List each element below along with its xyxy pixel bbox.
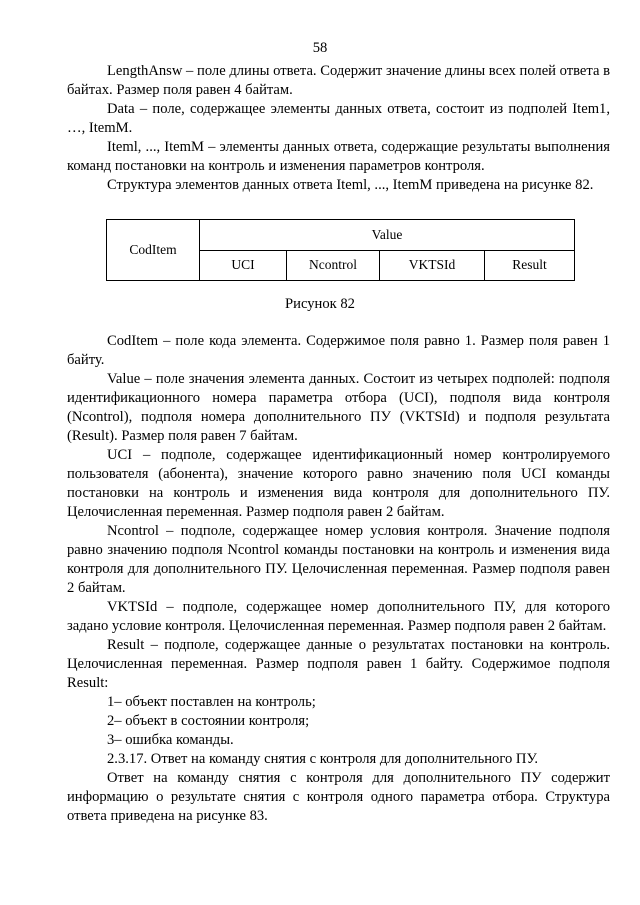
page-number: 58: [312, 40, 328, 56]
paragraph-lengthansw: LengthAnsw – поле длины ответа. Содержит значение длины всех полей ответа в байтах. Размер поля равен 4 байтам.: [67, 63, 610, 98]
list-item: 1– объект поставлен на контроль;: [107, 694, 316, 710]
paragraph-vktsid: VKTSId – подполе, содержащее номер дополнительного ПУ, для которого задано условие контроля. Целочисленная переменная. Размер подполя равен 2 байтам.: [67, 599, 610, 634]
paragraph-result: Result – подполе, содержащее данные о результатах постановки на контроль. Целочисленная переменная. Размер подполя равен 1 байту. Содержимое подполя Result:: [67, 637, 610, 691]
paragraph-data: Data – поле, содержащее элементы данных ответа, состоит из подполей Item1, …, ItemM.: [67, 101, 610, 136]
figure-caption: Рисунок 82: [285, 296, 355, 312]
paragraph-final: Ответ на команду снятия с контроля для дополнительного ПУ содержит информацию о результате снятия с контроля одного параметра отбора. Структура ответа приведена на рисунке 83.: [67, 770, 610, 824]
body-text-block: [67, 332, 610, 826]
cell-result: Result: [485, 250, 575, 281]
cell-vktsid: VKTSId: [380, 250, 485, 281]
top-text-block: [67, 62, 610, 195]
cell-coditem: CodItem: [107, 220, 200, 281]
cell-uci: UCI: [200, 250, 287, 281]
paragraph-ncontrol: Ncontrol – подполе, содержащее номер условия контроля. Значение подполя равно значению подполя Ncontrol команды постановки на контроль и изменения вида контроля для дополнительного ПУ. Целочисленная переменная. Размер подполя равен 2 байтам.: [67, 523, 610, 596]
list-item: 3– ошибка команды.: [107, 732, 234, 748]
paragraph-structure: Структура элементов данных ответа Iteml, ..., ItemM приведена на рисунке 82.: [107, 177, 594, 193]
paragraph-value: Value – поле значения элемента данных. Состоит из четырех подполей: подполя идентификационного номера параметра отбора (UCI), подполя вида контроля (Ncontrol), подполя номера дополнительного ПУ (VKTSId) и подполя результата (Result). Размер поля равен 7 байтам.: [67, 371, 610, 444]
figure-82-table: [106, 219, 575, 281]
section-heading: 2.3.17. Ответ на команду снятия с контроля для дополнительного ПУ.: [107, 751, 539, 767]
paragraph-uci: UCI – подполе, содержащее идентификационный номер контролируемого пользователя (абонента), значение которого равно значению поля UCI команды постановки на контроль и изменения вида контроля для дополнительного ПУ. Целочисленная переменная. Размер подполя равен 2 байтам.: [67, 447, 610, 520]
cell-ncontrol: Ncontrol: [287, 250, 380, 281]
paragraph-coditem: CodItem – поле кода элемента. Содержимое поля равно 1. Размер поля равен 1 байту.: [67, 333, 610, 368]
paragraph-items: Iteml, ..., ItemM – элементы данных ответа, содержащие результаты выполнения команд постановки на контроль и изменения параметров контроля.: [67, 139, 610, 174]
structure-table: [106, 219, 575, 281]
list-item: 2– объект в состоянии контроля;: [107, 713, 310, 729]
cell-value: Value: [200, 220, 575, 251]
